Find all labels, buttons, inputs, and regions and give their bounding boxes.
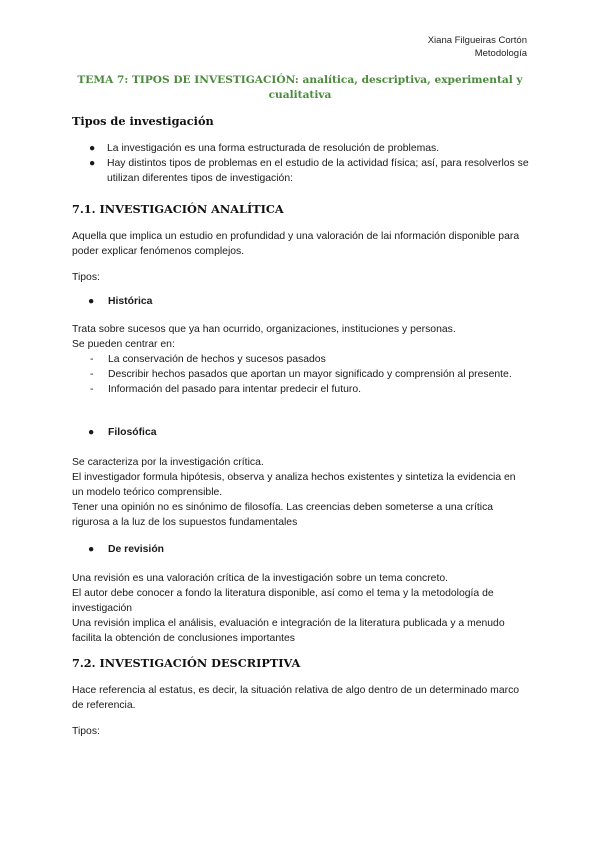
subject-name: Metodología — [474, 48, 527, 59]
subheading-revision: ● De revisión — [72, 544, 164, 555]
historica-line: Se pueden centrar en: — [72, 339, 175, 350]
title-line-2: cualitativa — [268, 89, 332, 101]
dash-icon: - — [90, 369, 94, 380]
analitica-tipos-label: Tipos: — [72, 272, 100, 283]
intro-bullet-item: ● La investigación es una forma estructurada de resolución de problemas. — [89, 143, 440, 154]
historica-dash-item: - Información del pasado para intentar predecir el futuro. — [90, 384, 361, 395]
revision-text — [72, 571, 530, 646]
document-title — [72, 73, 528, 103]
intro-bullet-list — [72, 141, 530, 186]
intro-bullet-item: ● Hay distintos tipos de problemas en el estudio de la actividad física; así, para resolverlos se utilizan diferentes tipos de investigación: — [89, 158, 529, 184]
descriptiva-tipos-label: Tipos: — [72, 726, 100, 737]
subheading-historica: ● Histórica — [72, 296, 152, 307]
revision-line: El autor debe conocer a fondo la literatura disponible, así como el tema y la metodología de investigación — [72, 588, 494, 614]
revision-line: Una revisión implica el análisis, evaluación e integración de la literatura publicada y a menudo facilita la obtención de conclusiones importantes — [72, 618, 505, 644]
filosofica-line: El investigador formula hipótesis, observa y analiza hechos existentes y sintetiza la evidencia en un modelo teórico comprensible. — [72, 472, 516, 498]
historica-dash-item: - La conservación de hechos y sucesos pasados — [90, 354, 326, 365]
filosofica-line: Se caracteriza por la investigación crítica. — [72, 457, 264, 468]
dash-icon: - — [90, 354, 94, 365]
section-heading-analitica: 7.1. INVESTIGACIÓN ANALÍTICA — [72, 202, 284, 216]
page-header — [428, 34, 527, 60]
title-line-1: TEMA 7: TIPOS DE INVESTIGACIÓN: analítica, descriptiva, experimental y — [77, 74, 523, 86]
intro-heading: Tipos de investigación — [72, 114, 214, 128]
subheading-filosofica: ● Filosófica — [72, 427, 157, 438]
descriptiva-description: Hace referencia al estatus, es decir, la situación relativa de algo dentro de un determinado marco de referencia. — [72, 685, 520, 711]
revision-line: Una revisión es una valoración crítica de la investigación sobre un tema concreto. — [72, 573, 448, 584]
bullet-icon: ● — [89, 158, 96, 169]
section-heading-descriptiva: 7.2. INVESTIGACIÓN DESCRIPTIVA — [72, 656, 301, 670]
bullet-icon: ● — [89, 143, 96, 154]
historica-dash-item: - Describir hechos pasados que aportan un mayor significado y comprensión al presente. — [90, 369, 512, 380]
dash-icon: - — [90, 384, 94, 395]
historica-text — [72, 322, 530, 397]
bullet-icon: ● — [88, 296, 95, 307]
bullet-icon: ● — [88, 427, 95, 438]
historica-line: Trata sobre sucesos que ya han ocurrido, organizaciones, instituciones y personas. — [72, 324, 456, 335]
historica-dash-list — [72, 352, 530, 397]
analitica-description: Aquella que implica un estudio en profundidad y una valoración de lai nformación disponible para poder explicar fenómenos complejos. — [72, 231, 520, 257]
bullet-icon: ● — [88, 544, 95, 555]
filosofica-text — [72, 455, 530, 530]
author-name: Xiana Filgueiras Cortón — [427, 35, 527, 46]
filosofica-line: Tener una opinión no es sinónimo de filosofía. Las creencias deben someterse a una crítica rigurosa a la luz de los supuestos fundamentales — [72, 502, 494, 528]
